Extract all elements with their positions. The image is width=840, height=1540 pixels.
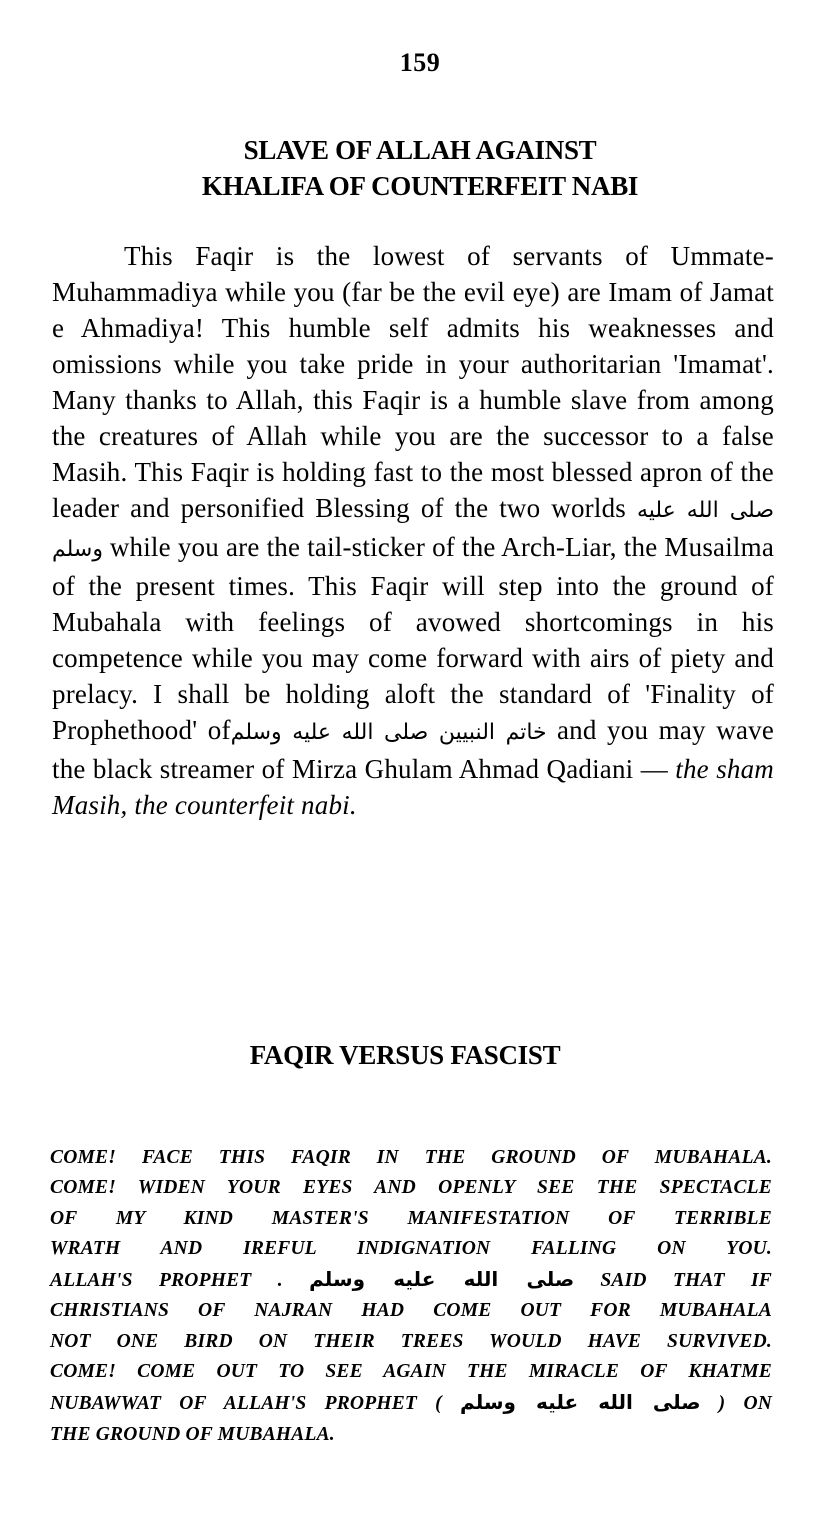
caps-line-with-arabic: [50, 1387, 772, 1419]
body-text-part-1: This Faqir is the lowest of servants of Ummate-Muhammadiya while you (far be the evil eye) are Imam of Jamat e Ahmadiya! This humble self admits his weaknesses and omissions while you take pride in your authoritarian 'Imamat'. Many thanks to Allah, this Faqir is a humble slave from among the creatures of Allah while you are the successor to a false Masih. This Faqir is holding fast to the most blessed apron of the leader and personified Blessing of the two worlds: [52, 241, 774, 523]
caps-line: WRATH AND IREFUL INDIGNATION FALLING ON YOU.: [50, 1237, 772, 1259]
body-text-part-3: and you may wave the black streamer of Mirza Ghulam Ahmad Qadiani —: [52, 715, 775, 784]
caps-line-9-start: NUBAWWAT OF ALLAH'S PROPHET (: [50, 1393, 442, 1415]
body-text-part-2: while you are the tail-sticker of the Arch-Liar, the Musailma of the present times. This Faqir will step into the ground of Mubahala with feelings of avowed shortcomings in his competence while you may come forward with airs of piety and prelacy. I shall be holding aloft the standard of 'Finality of Prophethood' of: [52, 532, 775, 745]
arabic-khatam-phrase: خاتم النبيين صلى الله عليه وسلم: [230, 720, 547, 745]
section-subtitle: FAQIR VERSUS FASCIST: [249, 1040, 561, 1070]
arabic-salutation-3: صلى الله عليه وسلم: [460, 1390, 701, 1415]
arabic-salutation-1: صلى الله عليه وسلم: [52, 498, 774, 562]
chapter-title-line-2: KHALIFA OF COUNTERFEIT NABI: [201, 171, 639, 201]
caps-line-with-arabic: [50, 1264, 772, 1296]
caps-line: CHRISTIANS OF NAJRAN HAD COME OUT FOR MUBAHALA: [50, 1300, 772, 1322]
caps-line: THE GROUND OF MUBAHALA.: [50, 1423, 335, 1445]
caps-line: COME! WIDEN YOUR EYES AND OPENLY SEE THE SPECTACLE: [50, 1177, 772, 1199]
caps-line-9-end: ) ON: [718, 1393, 773, 1415]
caps-line: COME! COME OUT TO SEE AGAIN THE MIRACLE OF KHATME: [50, 1361, 772, 1383]
caps-line-5-end: SAID THAT IF: [600, 1270, 772, 1292]
body-text-italic: the sham Masih, the counterfeit nabi.: [52, 754, 774, 820]
body-paragraph: [52, 238, 774, 823]
caps-line: COME! FACE THIS FAQIR IN THE GROUND OF MUBAHALA.: [50, 1147, 772, 1168]
chapter-title: [40, 132, 800, 204]
page-number: 159: [399, 48, 441, 77]
chapter-title-line-1: SLAVE OF ALLAH AGAINST: [243, 135, 597, 165]
caps-line-5-start: ALLAH'S PROPHET .: [50, 1270, 283, 1292]
caps-line: NOT ONE BIRD ON THEIR TREES WOULD HAVE SURVIVED.: [50, 1330, 772, 1352]
arabic-salutation-2: صلى الله عليه وسلم: [309, 1267, 575, 1292]
caps-line: OF MY KIND MASTER'S MANIFESTATION OF TERRIBLE: [50, 1207, 772, 1229]
caps-passage: [50, 1143, 772, 1450]
